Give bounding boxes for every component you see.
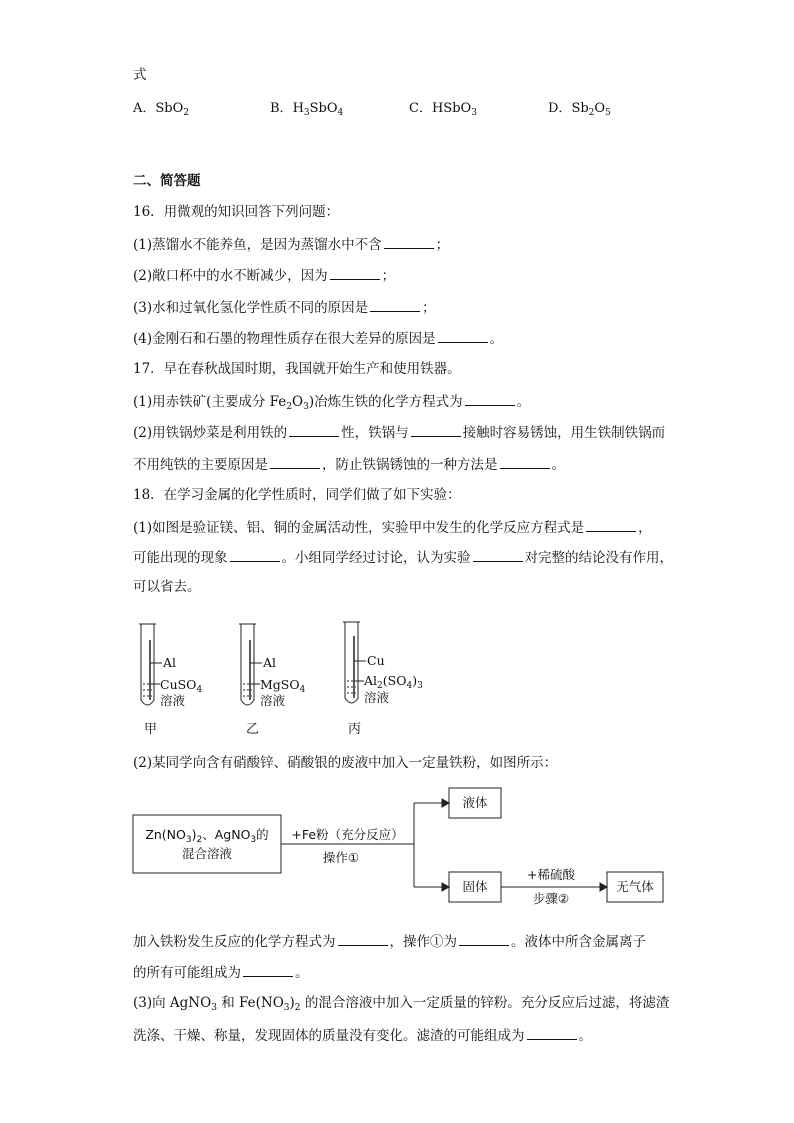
liquid-label: 液体 [462,795,488,810]
q16-part4: (4)金刚石和石墨的物理性质存在很大差异的原因是 。 [133,331,504,347]
q16-part3: (3)水和过氧化氢化学性质不同的原因是 ； [133,300,436,316]
tube-yi-metal: Al [263,655,277,670]
answer-blank[interactable] [243,963,293,977]
start-solution-box [133,815,281,873]
solid-label: 固体 [462,879,488,894]
q17-part1: (1)用赤铁矿(主要成分 $Fe_2O_3$)冶炼生铁的化学方程式为 。 [133,394,531,412]
answer-blank[interactable] [338,932,388,946]
start-solution-line2: 混合溶液 [181,846,232,861]
tube-bing-solution-word: 溶液 [364,690,390,705]
tube-jia-solution: CuSO$_4$ [160,677,203,695]
q18-part1-line3: 可以省去。 [133,579,201,595]
tube-bing-caption: 丙 [348,722,362,737]
tube-bing-solution: $Al_2(SO_4)_3$ [364,673,423,691]
q18-stem: 18．在学习金属的化学性质时，同学们做了如下实验： [133,487,461,503]
arrowhead [442,883,449,891]
arrowhead [442,799,449,807]
step2-label: 步骤② [532,891,570,906]
test-tube-jia [139,624,162,705]
section-title: 二、简答题 [133,173,201,189]
q16-stem: 16．用微观的知识回答下列问题： [133,204,340,220]
reagent-label: +Fe粉（充分反应） [291,827,404,842]
q18-part1-line1: (1)如图是验证镁、铝、铜的金属活动性，实验甲中发生的化学反应方程式是 ， [133,520,652,536]
option-c: C．HSbO$_3$ [409,101,477,118]
acid-label: +稀硫酸 [527,867,575,882]
answer-blank[interactable] [527,1026,577,1040]
start-solution-line1: $Zn(NO_3)_2$、AgNO$_3$的 [145,827,269,845]
q18-part2-line2: 的所有可能组成为 。 [133,965,309,981]
option-b: B．$H_3SbO_4$ [270,101,344,118]
test-tube-yi [239,624,262,705]
test-tube-bing [343,622,366,703]
q16-part1: (1)蒸馏水不能养鱼，是因为蒸馏水中不含 ； [133,237,450,253]
option-d: D．$Sb_2O_5$ [548,101,611,118]
header-fragment: 式 [133,67,147,83]
q18-part1-line2: 可能出现的现象 。小组同学经过讨论，认为实验 对完整的结论没有作用， [133,550,673,566]
q18-part2-stem: (2)某同学向含有硝酸锌、硝酸银的废液中加入一定量铁粉，如图所示： [133,755,558,771]
tube-jia-caption: 甲 [144,722,158,737]
option-a: A．SbO$_2$ [133,101,190,118]
q16-part2: (2)敞口杯中的水不断减少，因为 ； [133,268,396,284]
nogas-label: 无气体 [616,879,654,894]
tube-jia-solution-word: 溶液 [160,693,186,708]
q17-part2-line1: (2)用铁锅炒菜是利用铁的 性，铁锅与 接触时容易锈蚀，用生铁制铁锅而 [133,425,666,441]
q17-part2-line2: 不用纯铁的主要原因是 ，防止铁锅锈蚀的一种方法是 。 [133,457,565,473]
arrowhead [600,883,607,891]
tube-bing-metal: Cu [367,653,385,668]
tube-yi-solution-word: 溶液 [260,693,286,708]
tube-yi-solution: MgSO$_4$ [260,677,306,695]
q18-part2-line1: 加入铁粉发生反应的化学方程式为 ，操作①为 。液体中所含金属离子 [133,934,646,950]
q18-part3-line2: 洗涤、干燥、称量，发现固体的质量没有变化。滤渣的可能组成为 。 [133,1028,592,1044]
answer-blank[interactable] [459,932,509,946]
q17-stem: 17．早在春秋战国时期，我国就开始生产和使用铁器。 [133,361,461,377]
tube-yi-caption: 乙 [246,722,260,737]
operation1-label: 操作① [322,850,360,865]
q18-part3-line1: (3)向 AgNO$_3$ 和 $Fe(NO_3)_2$ 的混合溶液中加入一定质量的锌粉。充分反应后过滤，将滤渣 [133,995,670,1013]
tube-jia-metal: Al [163,655,177,670]
